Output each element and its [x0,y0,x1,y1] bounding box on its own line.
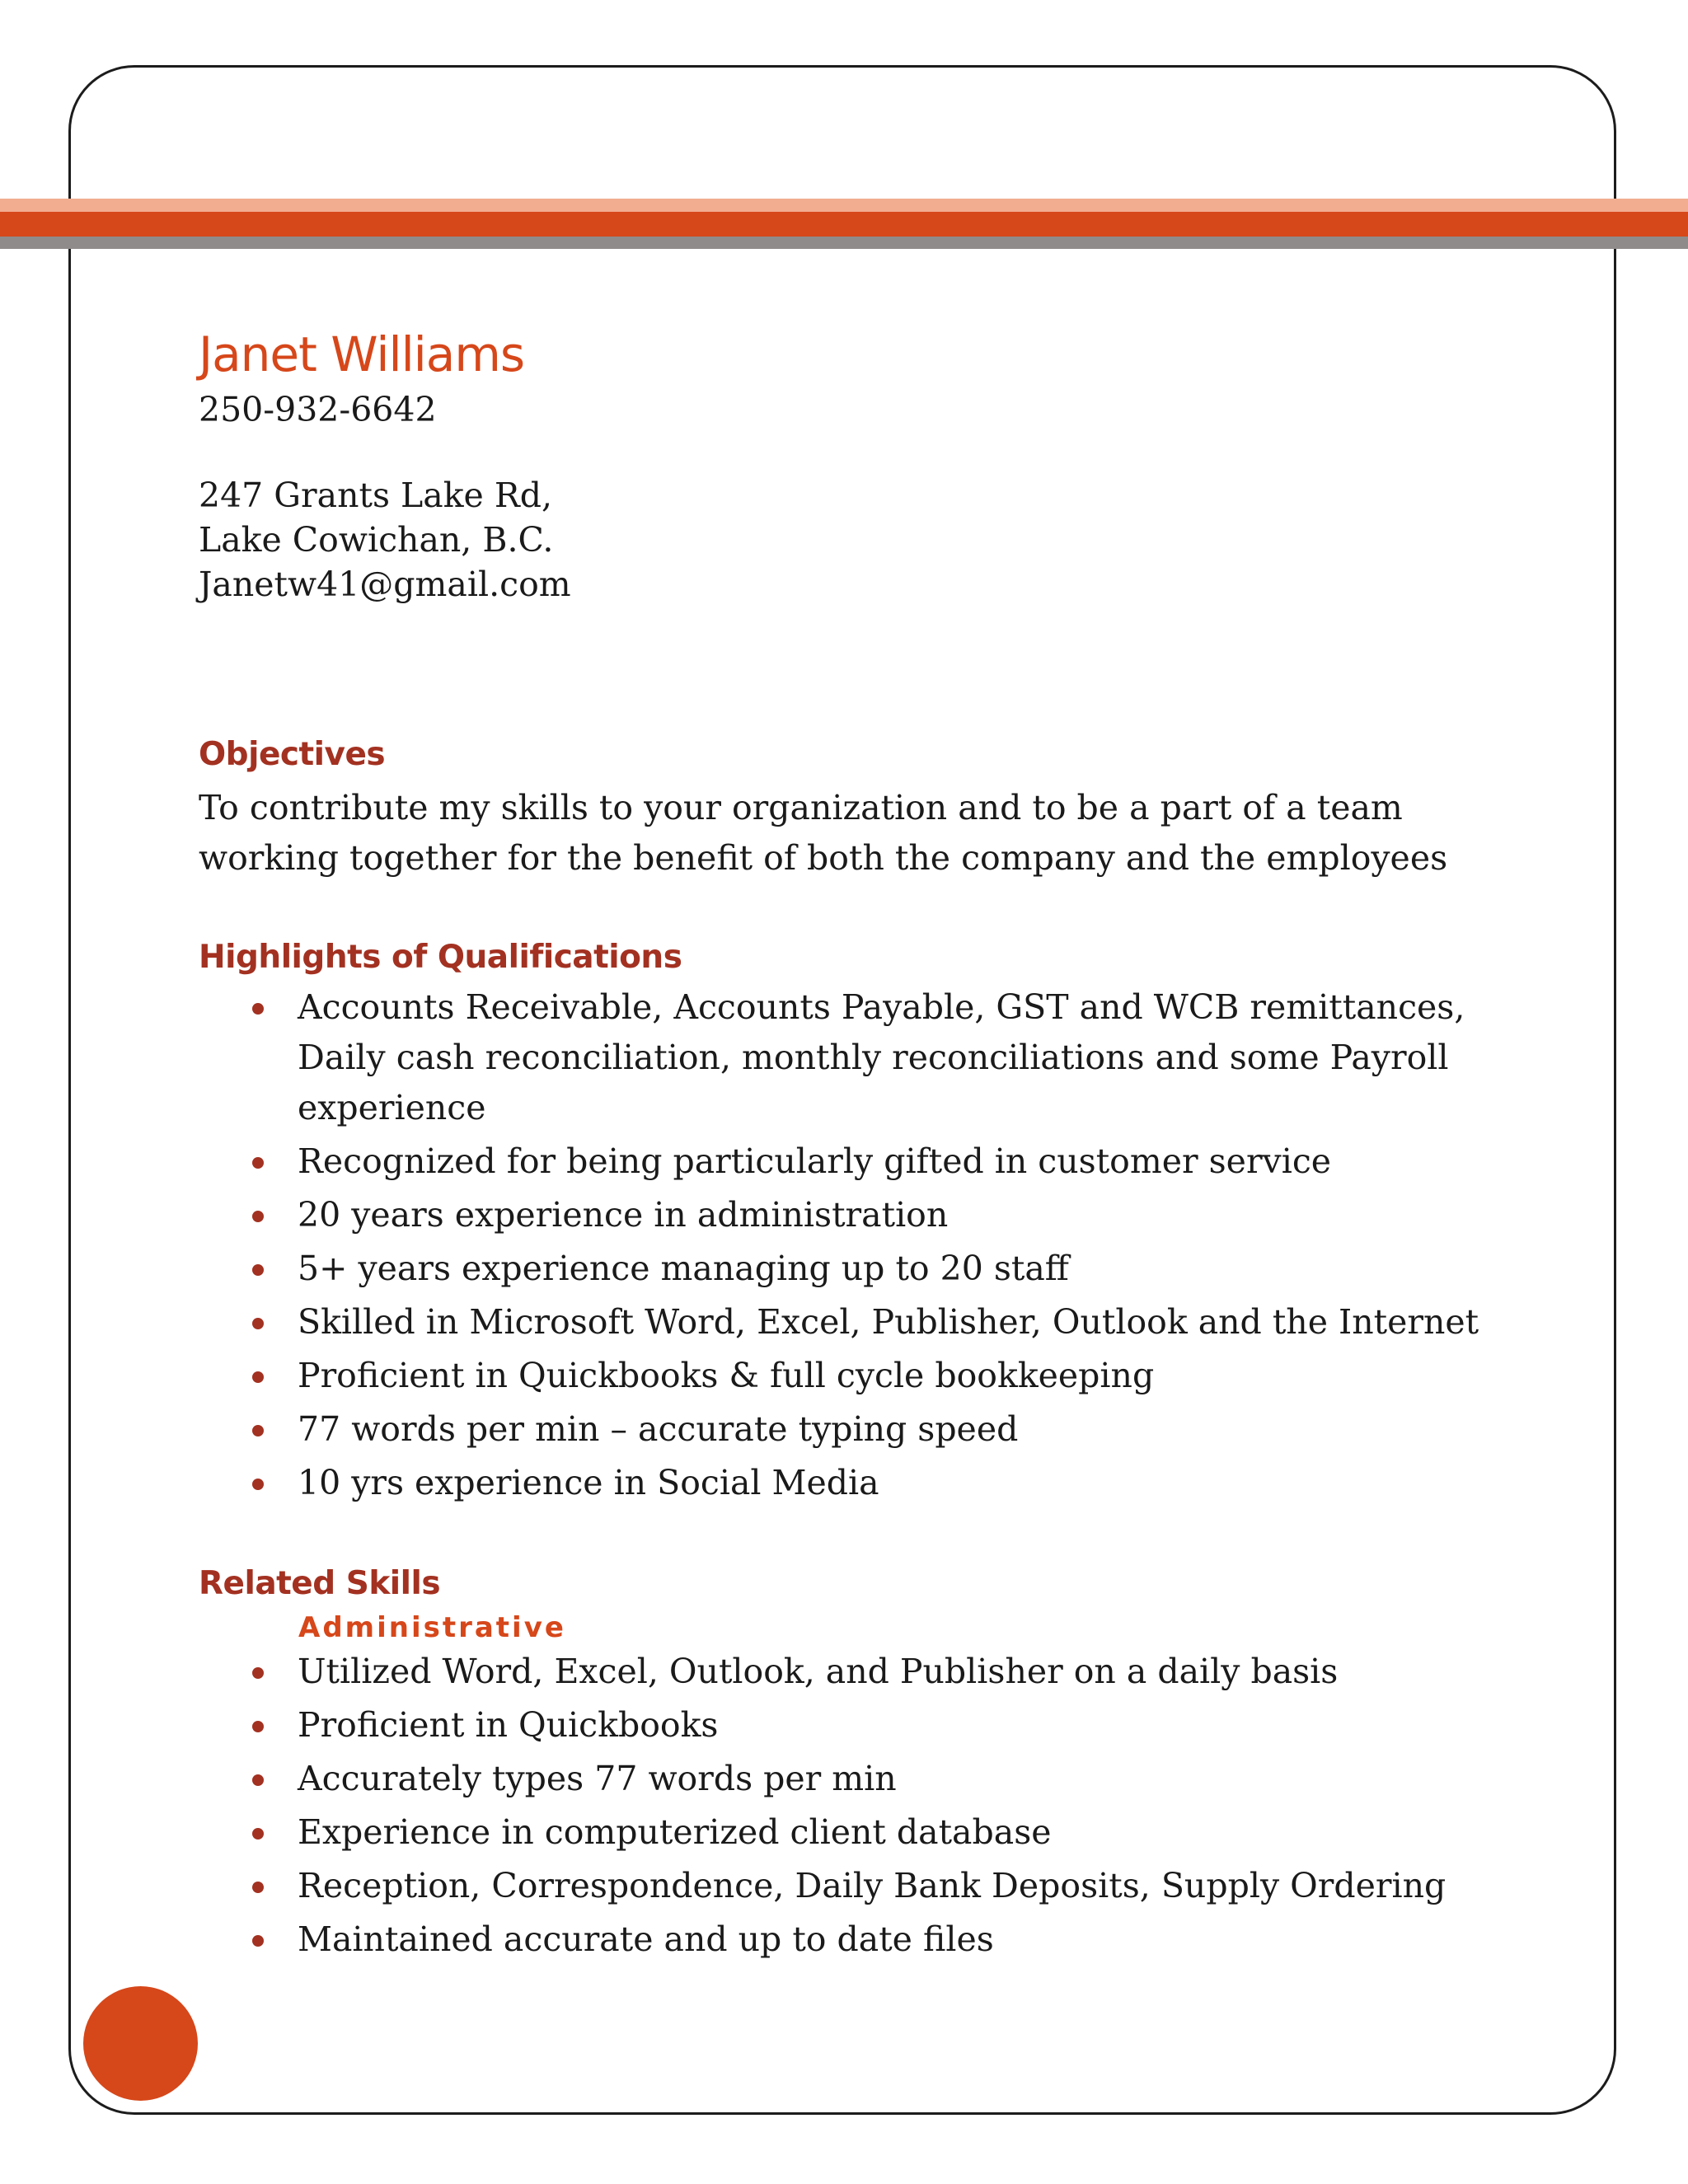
skill-item: Proficient in Quickbooks [298,1700,1550,1750]
highlight-item: Accounts Receivable, Accounts Payable, GST and WCB remittances, Daily cash reconciliation, monthly reconciliations and some Payroll experience [298,982,1550,1133]
bullet-icon [252,1774,264,1786]
bullet-icon [252,1003,264,1015]
bullet-icon [252,1318,264,1329]
bullet-icon [252,1425,264,1436]
highlight-item: 5+ years experience managing up to 20 staff [298,1244,1550,1294]
skill-item: Reception, Correspondence, Daily Bank Deposits, Supply Ordering [298,1861,1550,1911]
related-skills-list [199,1647,1550,1965]
bullet-icon [252,1828,264,1840]
resume-content [199,321,1550,1968]
highlight-item: 77 words per min – accurate typing speed [298,1404,1550,1455]
administrative-subheading: Administrative [298,1611,566,1644]
address-line-2: Lake Cowichan, B.C. [199,520,554,560]
header-stripe-accent [0,212,1688,237]
phone-number: 250-932-6642 [199,390,437,429]
highlight-item: Recognized for being particularly gifted in customer service [298,1137,1550,1187]
highlight-item: 10 yrs experience in Social Media [298,1458,1550,1508]
bullet-icon [252,1371,264,1383]
bullet-icon [252,1721,264,1732]
highlight-item: Proficient in Quickbooks & full cycle bookkeeping [298,1351,1550,1401]
highlights-list [199,982,1550,1508]
header-stripe-gray [0,237,1688,249]
skill-item: Experience in computerized client database [298,1807,1550,1858]
highlight-item: 20 years experience in administration [298,1190,1550,1240]
bullet-icon [252,1264,264,1276]
objectives-text: To contribute my skills to your organization and to be a part of a team working together for the benefit of both the company and the employees [199,788,1448,878]
address-line-1: 247 Grants Lake Rd, [199,476,552,515]
applicant-name: Janet Williams [199,326,525,382]
highlight-item: Skilled in Microsoft Word, Excel, Publisher, Outlook and the Internet [298,1297,1550,1347]
bullet-icon [252,1882,264,1893]
bullet-icon [252,1157,264,1169]
bullet-icon [252,1211,264,1222]
highlights-heading: Highlights of Qualifications [199,939,682,976]
skill-item: Accurately types 77 words per min [298,1754,1550,1804]
skill-item: Maintained accurate and up to date files [298,1915,1550,1965]
related-skills-heading: Related Skills [199,1565,441,1602]
objectives-heading: Objectives [199,736,386,773]
bullet-icon [252,1479,264,1490]
address-block [199,473,1550,607]
header-stripe-light [0,199,1688,212]
decorative-circle-icon [83,1986,198,2101]
skill-item: Utilized Word, Excel, Outlook, and Publisher on a daily basis [298,1647,1550,1697]
bullet-icon [252,1935,264,1947]
bullet-icon [252,1667,264,1679]
email-address: Janetw41@gmail.com [199,565,571,604]
